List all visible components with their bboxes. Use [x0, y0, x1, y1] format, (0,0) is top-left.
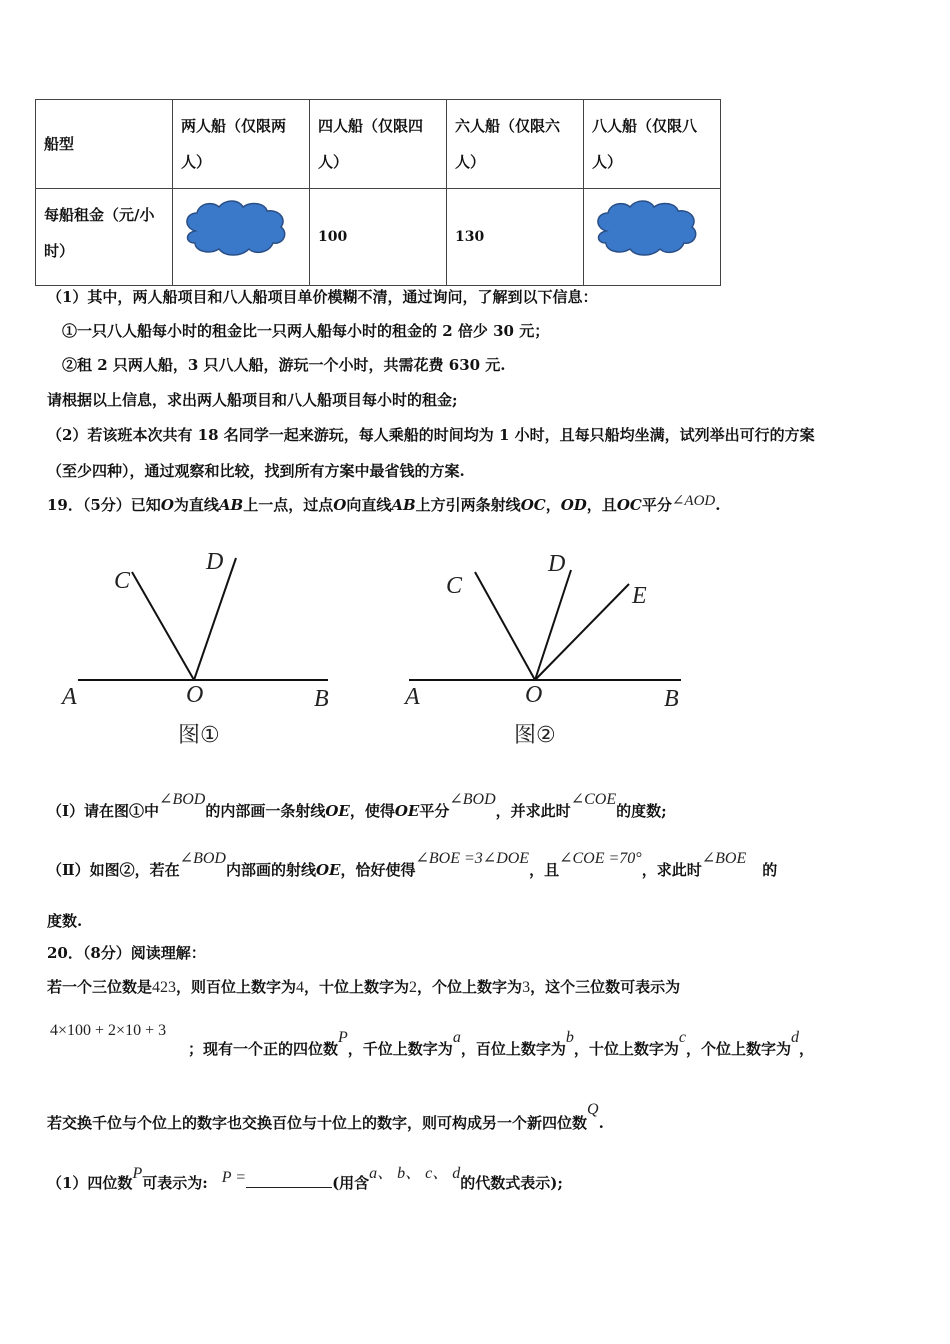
equation-p: P =: [221, 1169, 247, 1186]
label-d: D: [548, 551, 566, 577]
label-d: D: [206, 549, 224, 575]
equation-boe-doe: ∠BOE =3∠DOE: [415, 850, 530, 867]
text: ，这个三位数可表示为: [530, 978, 681, 996]
var-p: P: [132, 1165, 143, 1182]
q20-line1: [47, 976, 680, 997]
text: ，恰好使得: [340, 861, 416, 879]
q18-ask: 请根据以上信息，求出两人船项目和八人船项目每小时的租金;: [47, 391, 458, 409]
q18-info2: ②租 2 只两人船，3 只八人船，游玩一个小时，共需花费 630 元.: [62, 356, 506, 374]
ray-oc: [132, 572, 194, 680]
text: 19．（5分）已知: [47, 496, 161, 514]
price-cell-blurred: [584, 189, 721, 286]
figure-1: [70, 550, 340, 710]
ray-oc: OC: [520, 496, 546, 514]
table-row: [36, 189, 721, 286]
q20-line3: [47, 1101, 604, 1133]
q20-title: 20．（8分）阅读理解：: [47, 944, 206, 962]
text: ，十位上数字为: [304, 978, 410, 996]
text: 的: [762, 861, 778, 879]
text: ，个位上数字为: [685, 1040, 791, 1058]
text: 上方引两条射线: [415, 496, 521, 514]
angle-bod: ∠BOD: [179, 850, 226, 867]
point-o: O: [333, 496, 347, 514]
ray-oe: OE: [394, 802, 420, 820]
q20-line2: [188, 1029, 814, 1059]
digit: 3: [522, 979, 531, 996]
text: 的度数;: [616, 802, 667, 820]
label-e: E: [632, 583, 647, 609]
label-b: B: [314, 686, 329, 712]
ray-od: OD: [560, 496, 587, 514]
point-o: O: [160, 496, 174, 514]
price-cell-blurred: [173, 189, 310, 286]
angle-bod: ∠BOD: [159, 791, 206, 808]
text: ，求此时: [641, 861, 702, 879]
text: ，且: [586, 496, 617, 514]
text: 可表示为:: [142, 1174, 208, 1192]
price-cell: 100: [310, 189, 447, 286]
label-c: C: [446, 573, 463, 599]
q19-part2-end: 度数.: [47, 912, 83, 930]
var-a: a: [452, 1029, 461, 1046]
text: 平分: [641, 496, 672, 514]
q19-part1: [47, 791, 667, 821]
text: ，个位上数字为: [417, 978, 523, 996]
digit: 4: [296, 979, 305, 996]
text: ，且: [529, 861, 560, 879]
ray-oc: [475, 572, 535, 680]
q18-part2b: （至少四种），通过观察和比较，找到所有方案中最省钱的方案.: [47, 462, 465, 480]
text: 的内部画一条射线: [205, 802, 326, 820]
text: （1）四位数: [47, 1174, 133, 1192]
table-row: [36, 100, 721, 189]
text: ；现有一个正的四位数: [188, 1040, 339, 1058]
line-ab: AB: [218, 496, 244, 514]
q19-stem: [47, 494, 720, 515]
text: 上一点，过点: [243, 496, 334, 514]
rental-table: [35, 99, 721, 286]
cloud-icon: [592, 197, 702, 259]
text: ，并求此时: [495, 802, 571, 820]
ray-oe: OE: [315, 861, 341, 879]
text: ，十位上数字为: [573, 1040, 679, 1058]
table-row-label: 每船租金（元/小时）: [36, 189, 173, 286]
var-c: c: [678, 1029, 686, 1046]
label-o: O: [525, 682, 543, 708]
angle-bod: ∠BOD: [449, 791, 496, 808]
number-423: 423: [152, 979, 177, 996]
equation-coe: ∠COE =70°: [559, 850, 642, 867]
text: 向直线: [346, 496, 392, 514]
text: ，: [545, 496, 561, 514]
text: ，千位上数字为: [347, 1040, 453, 1058]
label-o: O: [186, 682, 204, 708]
text: 平分: [419, 802, 450, 820]
text: .: [598, 1114, 604, 1132]
q18-info1: ①一只八人船每小时的租金比一只两人船每小时的租金的 2 倍少 30 元；: [62, 322, 550, 340]
price-cell: 130: [447, 189, 584, 286]
text: 的代数式表示);: [460, 1174, 563, 1192]
table-header-cell: 两人船（仅限两人）: [173, 100, 310, 189]
figure-2-caption: 图②: [514, 723, 556, 748]
text: 内部画的射线: [225, 861, 316, 879]
ray-oe: OE: [325, 802, 350, 820]
text: ，百位上数字为: [460, 1040, 566, 1058]
figure-1-caption: 图①: [178, 723, 220, 748]
q18-part1: （1）其中，两人船项目和八人船项目单价模糊不清，通过询问，了解到以下信息：: [47, 288, 598, 306]
ray-oe: [535, 584, 629, 680]
text: 为直线: [173, 496, 219, 514]
angle-boe: ∠BOE: [701, 850, 747, 867]
text: ，: [798, 1040, 814, 1058]
table-header-cell: 四人船（仅限四人）: [310, 100, 447, 189]
text: （Ⅱ）如图②，若在: [47, 861, 180, 879]
var-q: Q: [587, 1101, 599, 1118]
q19-part2: [47, 850, 778, 880]
variables-abcd: a、 b、 c、 d: [369, 1165, 461, 1182]
text: ，则百位上数字为: [176, 978, 297, 996]
text: .: [715, 496, 721, 514]
text: 若交换千位与个位上的数字也交换百位与十位上的数字，则可构成另一个新四位数: [47, 1114, 588, 1132]
text: 若一个三位数是: [47, 978, 153, 996]
angle-aod: ∠AOD: [671, 493, 716, 509]
q20-part1: [47, 1165, 563, 1193]
angle-coe: ∠COE: [570, 791, 617, 808]
line-ab: AB: [391, 496, 416, 514]
cloud-icon: [181, 197, 291, 259]
expression-423: 4×100 + 2×10 + 3: [50, 1022, 167, 1039]
ray-od: [194, 558, 236, 680]
text: （Ⅰ）请在图①中: [47, 802, 160, 820]
label-a: A: [405, 684, 420, 710]
digit: 2: [409, 979, 418, 996]
ray-oc: OC: [616, 496, 642, 514]
table-header-cell: 六人船（仅限六人）: [447, 100, 584, 189]
label-c: C: [114, 568, 131, 594]
var-p: P: [338, 1029, 348, 1046]
text: (用含: [332, 1174, 370, 1192]
var-d: d: [790, 1029, 799, 1046]
answer-blank[interactable]: [246, 1172, 332, 1188]
q18-part2a: （2）若该班本次共有 18 名同学一起来游玩，每人乘船的时间均为 1 小时，且每只船均坐满，试列举出可行的方案: [47, 426, 815, 444]
table-header-cell: 八人船（仅限八人）: [584, 100, 721, 189]
label-a: A: [62, 684, 77, 710]
label-b: B: [664, 686, 679, 712]
text: ，使得: [349, 802, 395, 820]
table-header-cell: 船型: [36, 100, 173, 189]
var-b: b: [565, 1029, 574, 1046]
ray-od: [535, 570, 571, 680]
